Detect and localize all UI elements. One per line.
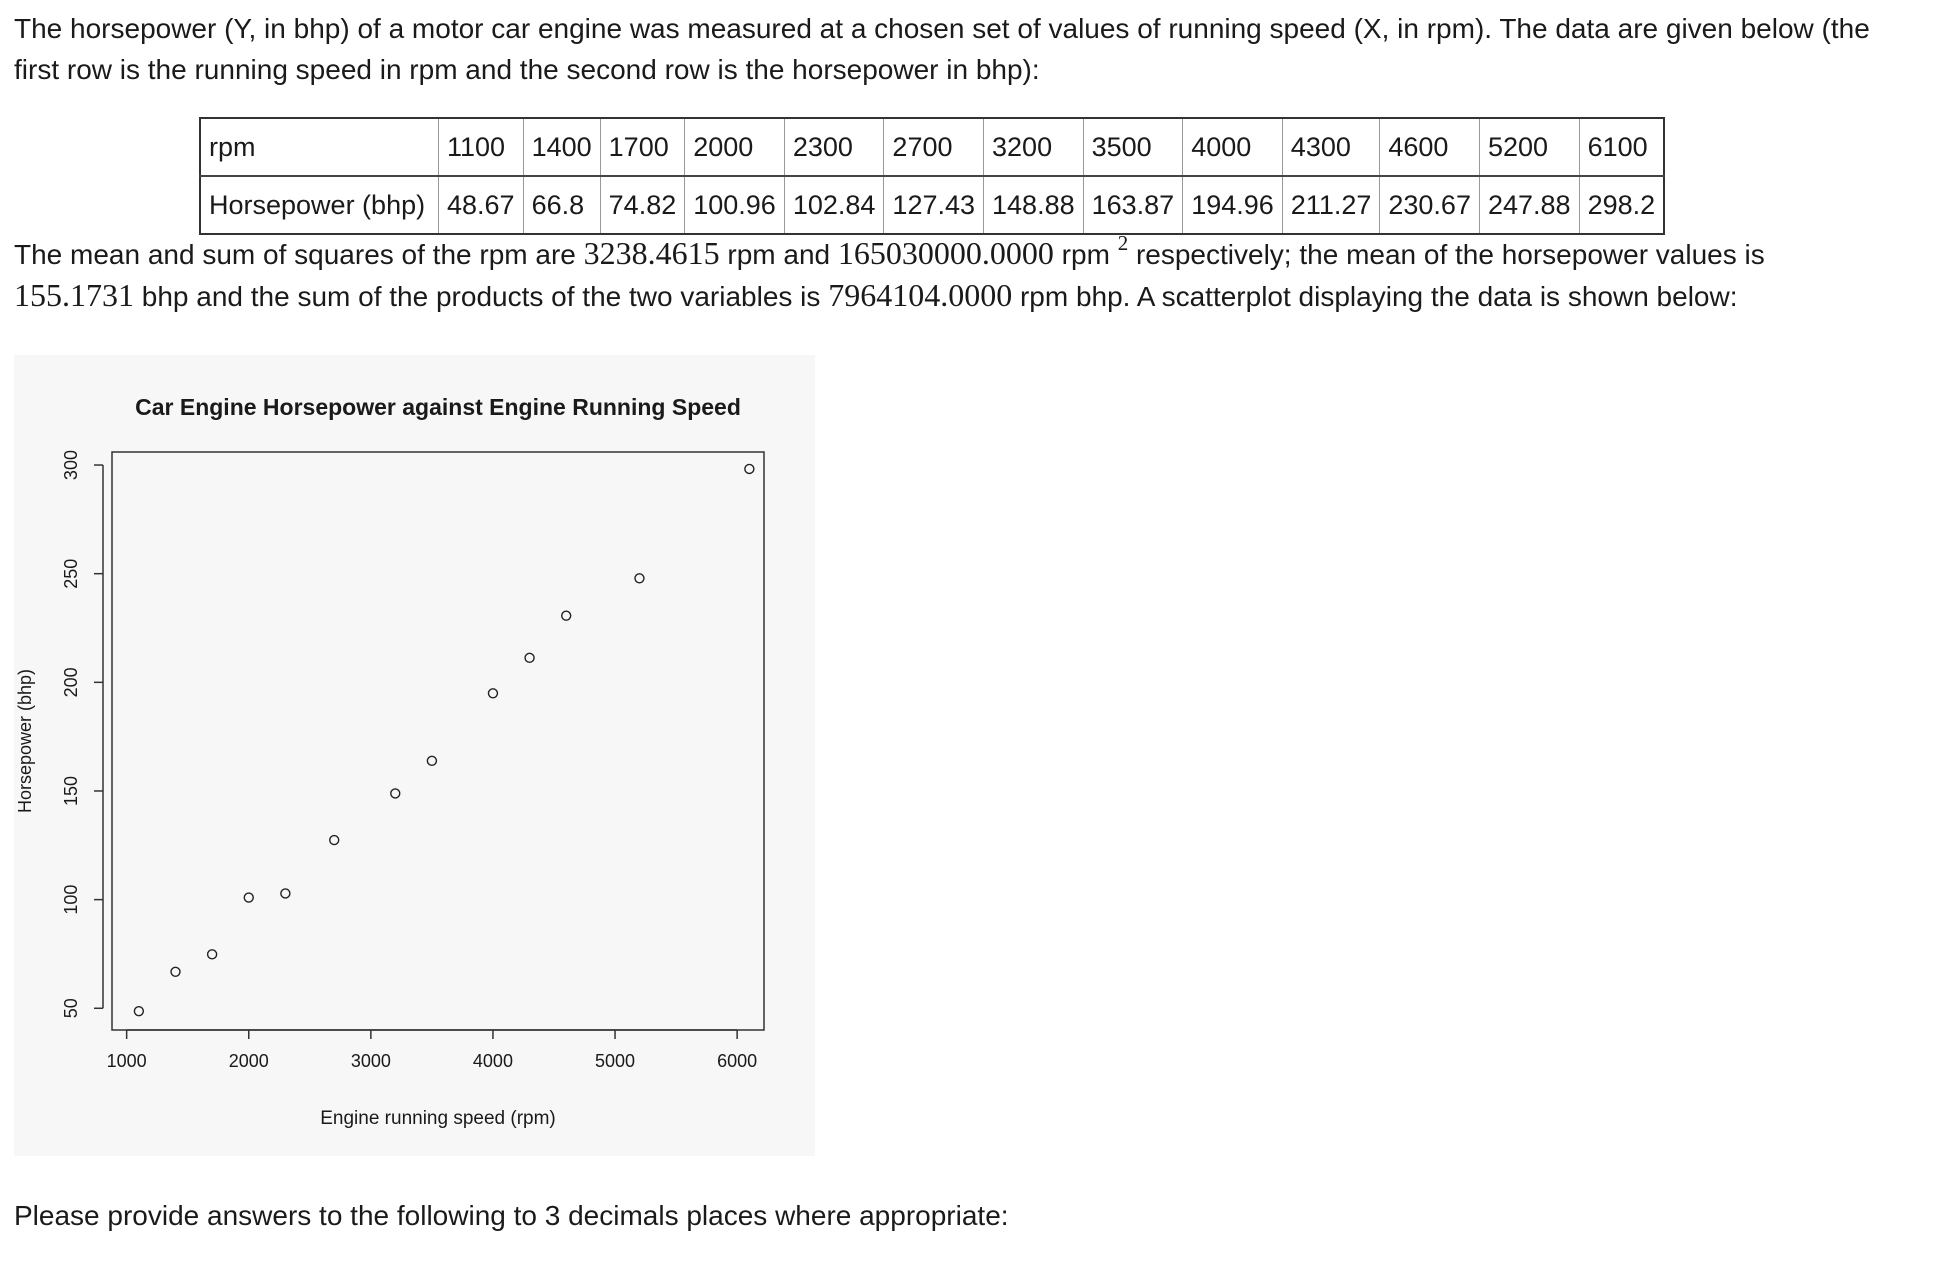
x-tick-label: 3000 xyxy=(350,1051,391,1071)
data-point xyxy=(391,789,400,798)
scatterplot-panel xyxy=(14,355,815,1156)
rpm-cell: 4300 xyxy=(1282,118,1380,176)
stats-text: rpm xyxy=(1053,239,1118,270)
instructions: Please provide answers to the following to 3 decimals places where appropriate: xyxy=(14,1200,1009,1231)
y-tick-label: 50 xyxy=(61,998,81,1019)
horsepower-cell: 194.96 xyxy=(1183,176,1283,234)
rpm-cell: 1100 xyxy=(439,118,524,176)
sum-squares-rpm-value: 165030000.0000 xyxy=(837,235,1054,271)
horsepower-cell: 148.88 xyxy=(984,176,1084,234)
horsepower-cell: 127.43 xyxy=(884,176,984,234)
chart-title: Car Engine Horsepower against Engine Running Speed xyxy=(135,394,741,420)
y-axis-label: Horsepower (bhp) xyxy=(15,668,35,814)
sum-products-value: 7964104.0000 xyxy=(828,277,1013,313)
horsepower-cell: 100.96 xyxy=(685,176,785,234)
rpm-cell: 4600 xyxy=(1380,118,1480,176)
squared-exponent: 2 xyxy=(1117,231,1129,255)
stats-text: bhp and the sum of the products of the two variables is xyxy=(134,281,829,312)
rpm-cell: 2300 xyxy=(784,118,884,176)
x-axis-label: Engine running speed (rpm) xyxy=(320,1108,556,1129)
intro-line-2: first row is the running speed in rpm and the second row is the horsepower in bhp): xyxy=(14,54,1040,85)
horsepower-cell: 102.84 xyxy=(784,176,884,234)
horsepower-cell: 74.82 xyxy=(600,176,685,234)
data-table xyxy=(199,117,1665,235)
horsepower-cell: 48.67 xyxy=(439,176,524,234)
x-tick-label: 4000 xyxy=(472,1051,513,1071)
summary-statistics xyxy=(14,233,1914,317)
data-point xyxy=(562,611,571,620)
problem-intro xyxy=(14,8,1914,90)
y-tick-label: 250 xyxy=(61,558,81,589)
mean-horsepower-value: 155.1731 xyxy=(14,277,134,313)
table-row-rpm xyxy=(200,118,1664,176)
x-tick-label: 6000 xyxy=(717,1051,758,1071)
y-tick-label: 150 xyxy=(61,775,81,807)
stats-text: respectively; the mean of the horsepower values is xyxy=(1128,239,1765,270)
data-point xyxy=(635,574,644,583)
data-point xyxy=(525,653,534,662)
data-point xyxy=(330,836,339,845)
x-tick-label: 5000 xyxy=(595,1051,636,1071)
data-points xyxy=(134,464,753,1015)
data-point xyxy=(171,967,180,976)
horsepower-cell: 298.2 xyxy=(1579,176,1664,234)
scatterplot xyxy=(14,355,815,1156)
rpm-cell: 3500 xyxy=(1083,118,1183,176)
data-point xyxy=(745,464,754,473)
rpm-cell: 2000 xyxy=(685,118,785,176)
rpm-cell: 6100 xyxy=(1579,118,1664,176)
horsepower-cell: 230.67 xyxy=(1380,176,1480,234)
x-tick-label: 2000 xyxy=(228,1051,269,1071)
stats-text: rpm bhp. A scatterplot displaying the data is shown below: xyxy=(1012,281,1738,312)
horsepower-cell: 211.27 xyxy=(1282,176,1380,234)
y-tick-label: 200 xyxy=(61,667,81,698)
row-label-horsepower: Horsepower (bhp) xyxy=(200,176,439,234)
x-tick-label: 1000 xyxy=(106,1051,147,1071)
data-point xyxy=(208,950,217,959)
mean-rpm-value: 3238.4615 xyxy=(583,235,720,271)
x-axis xyxy=(107,1030,758,1071)
row-label-rpm: rpm xyxy=(200,118,439,176)
data-point xyxy=(488,689,497,698)
y-tick-label: 300 xyxy=(61,450,81,481)
y-axis xyxy=(61,450,103,1018)
stats-line-1 xyxy=(14,233,1914,275)
data-point xyxy=(134,1007,143,1016)
data-point xyxy=(244,893,253,902)
stats-text: rpm and xyxy=(719,239,838,270)
stats-text: The mean and sum of squares of the rpm are xyxy=(14,239,584,270)
horsepower-cell: 163.87 xyxy=(1083,176,1183,234)
data-point xyxy=(281,889,290,898)
horsepower-cell: 66.8 xyxy=(523,176,600,234)
rpm-cell: 3200 xyxy=(984,118,1084,176)
y-tick-label: 100 xyxy=(61,884,81,915)
table-row-horsepower xyxy=(200,176,1664,234)
horsepower-cell: 247.88 xyxy=(1479,176,1579,234)
data-point xyxy=(427,756,436,765)
intro-line-1: The horsepower (Y, in bhp) of a motor car engine was measured at a chosen set of values of running speed (X, in rpm). The data are given below (the xyxy=(14,13,1870,44)
plot-frame xyxy=(112,452,764,1030)
rpm-cell: 5200 xyxy=(1479,118,1579,176)
rpm-cell: 1700 xyxy=(600,118,685,176)
rpm-cell: 2700 xyxy=(884,118,984,176)
rpm-cell: 1400 xyxy=(523,118,600,176)
stats-line-2 xyxy=(14,275,1914,317)
rpm-cell: 4000 xyxy=(1183,118,1283,176)
